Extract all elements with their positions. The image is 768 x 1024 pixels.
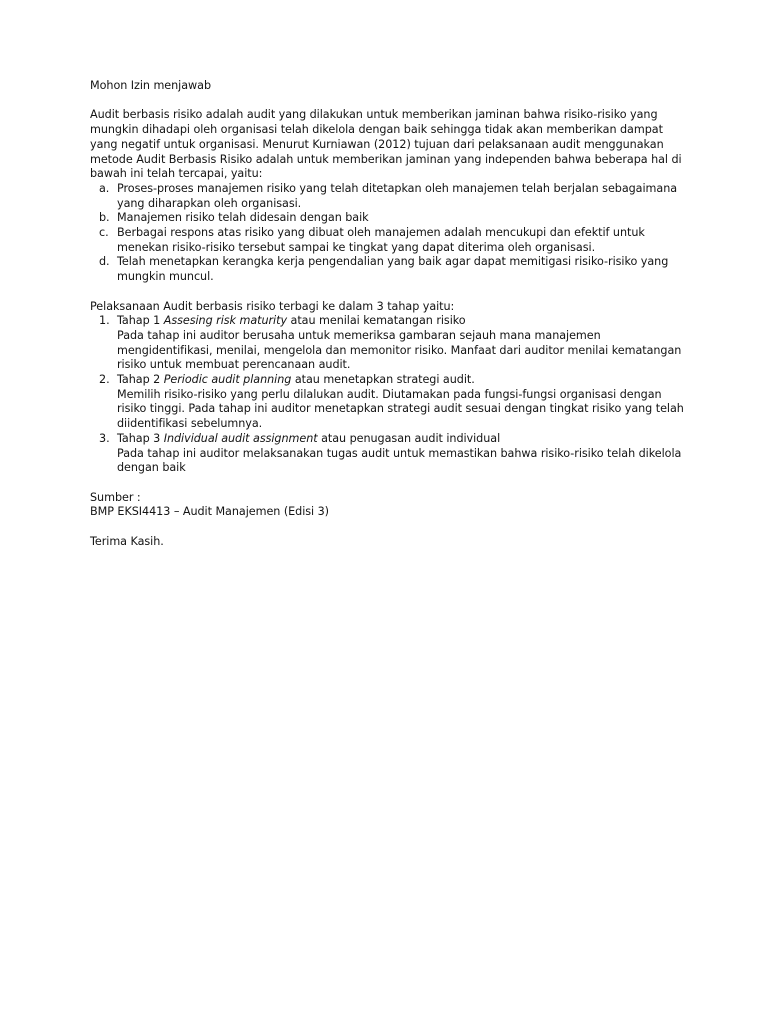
stage-item (90, 373, 684, 432)
stage-suffix: atau menilai kematangan risiko (287, 314, 466, 328)
list-marker: 1. (99, 314, 110, 328)
spacer (90, 476, 684, 491)
spacer (90, 520, 684, 535)
stage-description: Memilih risiko-risiko yang perlu dilalukan audit. Diutamakan pada fungsi-fungsi organisasi dengan risiko tinggi. Pada tahap ini auditor menetapkan strategi audit sesuai dengan tingkat risiko yang telah diidentifikasi sebelumnya. (117, 387, 684, 431)
stage-term: Assesing risk maturity (163, 314, 288, 328)
stage-prefix: Tahap 2 (117, 373, 164, 387)
list-marker: a. (99, 181, 110, 195)
spacer (90, 285, 684, 300)
list-item (90, 226, 684, 255)
list-marker: c. (99, 226, 109, 240)
list-item (90, 255, 684, 284)
greeting-text: Mohon Izin menjawab (90, 79, 211, 92)
intro-paragraph: Audit berbasis risiko adalah audit yang dilakukan untuk memberikan jaminan bahwa risiko-risiko yang mungkin dihadapi oleh organisasi telah dikelola dengan baik sehingga tidak akan memberikan dampat yang negatif untuk organisasi. Menurut Kurniawan (2012) tujuan dari pelaksanaan audit menggunakan metode Audit Berbasis Risiko adalah untuk memberikan jaminan yang independen bahwa beberapa hal di bawah ini telah tercapai, yaitu: (90, 108, 682, 181)
list-item-text: Telah menetapkan kerangka kerja pengendalian yang baik agar dapat memitigasi risiko-risiko yang mungkin muncul. (117, 255, 669, 284)
stage-heading (117, 373, 684, 388)
stage-heading (117, 432, 684, 447)
spacer (90, 94, 684, 109)
goals-list (90, 182, 684, 285)
stage-suffix: atau penugasan audit individual (317, 431, 501, 445)
stage-term: Individual audit assignment (163, 431, 318, 445)
list-marker: 3. (99, 431, 110, 445)
stage-term: Periodic audit planning (163, 373, 292, 387)
closing-text: Terima Kasih. (90, 534, 164, 548)
list-marker: 2. (99, 373, 110, 387)
list-item-text: Proses-proses manajemen risiko yang telah ditetapkan oleh manajemen telah berjalan sebagaimana yang diharapkan oleh organisasi. (117, 181, 678, 210)
stages-list (90, 314, 684, 476)
list-item-text: Manajemen risiko telah didesain dengan baik (117, 211, 369, 225)
stage-prefix: Tahap 3 (117, 431, 164, 445)
stage-description: Pada tahap ini auditor melaksanakan tugas audit untuk memastikan bahwa risiko-risiko telah dikelola dengan baik (117, 446, 682, 475)
stage-description: Pada tahap ini auditor berusaha untuk memeriksa gambaran sejauh mana manajemen mengidentifikasi, menilai, mengelola dan memonitor risiko. Manfaat dari auditor menilai kematangan risiko untuk membuat perencanaan audit. (117, 328, 682, 372)
stage-heading (117, 314, 684, 329)
list-item (90, 182, 684, 211)
stage-item (90, 314, 684, 373)
stage-suffix: atau menetapkan strategi audit. (291, 373, 475, 387)
list-item (90, 211, 684, 226)
stage-prefix: Tahap 1 (117, 314, 164, 328)
source-text: BMP EKSI4413 – Audit Manajemen (Edisi 3) (90, 505, 330, 519)
stages-intro-text: Pelaksanaan Audit berbasis risiko terbagi ke dalam 3 tahap yaitu: (90, 299, 455, 313)
list-marker: b. (99, 211, 110, 225)
source-label: Sumber : (90, 490, 141, 504)
list-item-text: Berbagai respons atas risiko yang dibuat oleh manajemen adalah mencukupi dan efektif untuk menekan risiko-risiko tersebut sampai ke tingkat yang dapat diterima oleh organisasi. (117, 226, 645, 254)
stage-item (90, 432, 684, 476)
list-marker: d. (99, 255, 110, 269)
